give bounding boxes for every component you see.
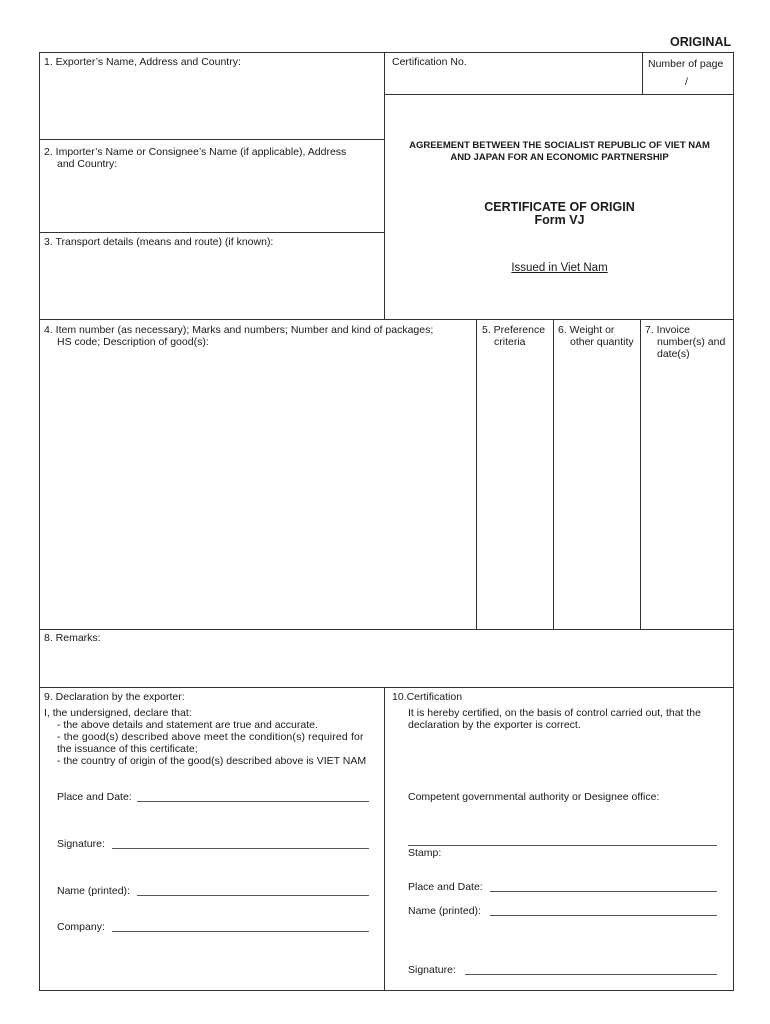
exporter-company-line[interactable] [112,931,369,932]
exporter-label: 1. Exporter’s Name, Address and Country: [44,56,241,68]
divider-box1-box2 [39,139,385,140]
exporter-signature-line[interactable] [112,848,369,849]
authority-name-line[interactable] [490,915,717,916]
divider-left-right-top [384,52,385,320]
divider-box6-box7 [640,319,641,629]
divider-box3-box4 [39,319,734,320]
declaration-item2b: the issuance of this certificate; [57,743,198,755]
importer-label-line2: and Country: [57,158,118,170]
transport-label: 3. Transport details (means and route) (if known): [44,236,274,248]
certification-text-line1: It is hereby certified, on the basis of control carried out, that the [408,707,701,719]
authority-signature-label: Signature: [408,964,456,976]
divider-box8-box9 [39,687,734,688]
stamp-line[interactable] [408,845,717,846]
agreement-line2: AND JAPAN FOR AN ECONOMIC PARTNERSHIP [450,152,669,163]
certification-title: 10.Certification [392,691,463,703]
preference-criteria-line1: 5. Preference [482,324,546,336]
remarks-label: 8. Remarks: [44,632,101,644]
exporter-name-label: Name (printed): [57,885,130,897]
invoice-line3: date(s) [657,348,690,360]
authority-label: Competent governmental authority or Designee office: [408,791,660,803]
copy-label: ORIGINAL [670,35,732,49]
declaration-item2: - the good(s) described above meet the condition(s) required for [57,731,364,743]
agreement-line1: AGREEMENT BETWEEN THE SOCIALIST REPUBLIC OF VIET NAM [409,140,710,151]
divider-box2-box3 [39,232,385,233]
number-of-page-label: Number of page [648,58,724,70]
exporter-place-date-line[interactable] [137,801,369,802]
invoice-line1: 7. Invoice [645,324,690,336]
exporter-company-label: Company: [57,921,105,933]
exporter-signature-label: Signature: [57,838,105,850]
weight-quantity-line2: other quantity [570,336,634,348]
weight-quantity-line1: 6. Weight or [558,324,615,336]
declaration-intro: I, the undersigned, declare that: [44,707,192,719]
goods-description-label-line1: 4. Item number (as necessary); Marks and numbers; Number and kind of packages; [44,324,434,336]
authority-signature-line[interactable] [465,974,717,975]
exporter-place-date-label: Place and Date: [57,791,132,803]
divider-box9-box10 [384,687,385,991]
divider-box4-box5 [476,319,477,629]
certification-no-label: Certification No. [392,56,467,68]
importer-label-line1: 2. Importer’s Name or Consignee’s Name (if applicable), Address [44,146,347,158]
preference-criteria-line2: criteria [494,336,526,348]
divider-certno [385,94,734,95]
goods-description-label-line2: HS code; Description of good(s): [57,336,209,348]
divider-pages [642,52,643,94]
issued-in-label: Issued in Viet Nam [511,262,608,274]
divider-box4-box8 [39,629,734,630]
exporter-name-line[interactable] [137,895,369,896]
number-of-page-value: / [685,76,688,88]
authority-place-date-line[interactable] [490,891,717,892]
declaration-item1: - the above details and statement are true and accurate. [57,719,318,731]
divider-box5-box6 [553,319,554,629]
invoice-line2: number(s) and [657,336,726,348]
declaration-item3: - the country of origin of the good(s) described above is VIET NAM [57,755,367,767]
stamp-label: Stamp: [408,847,442,859]
certificate-form: Form VJ [534,213,585,227]
authority-name-label: Name (printed): [408,905,481,917]
authority-place-date-label: Place and Date: [408,881,483,893]
form-outer-border [39,52,734,991]
certification-text-line2: declaration by the exporter is correct. [408,719,581,731]
certificate-title: CERTIFICATE OF ORIGIN [484,200,635,214]
declaration-title: 9. Declaration by the exporter: [44,691,185,703]
